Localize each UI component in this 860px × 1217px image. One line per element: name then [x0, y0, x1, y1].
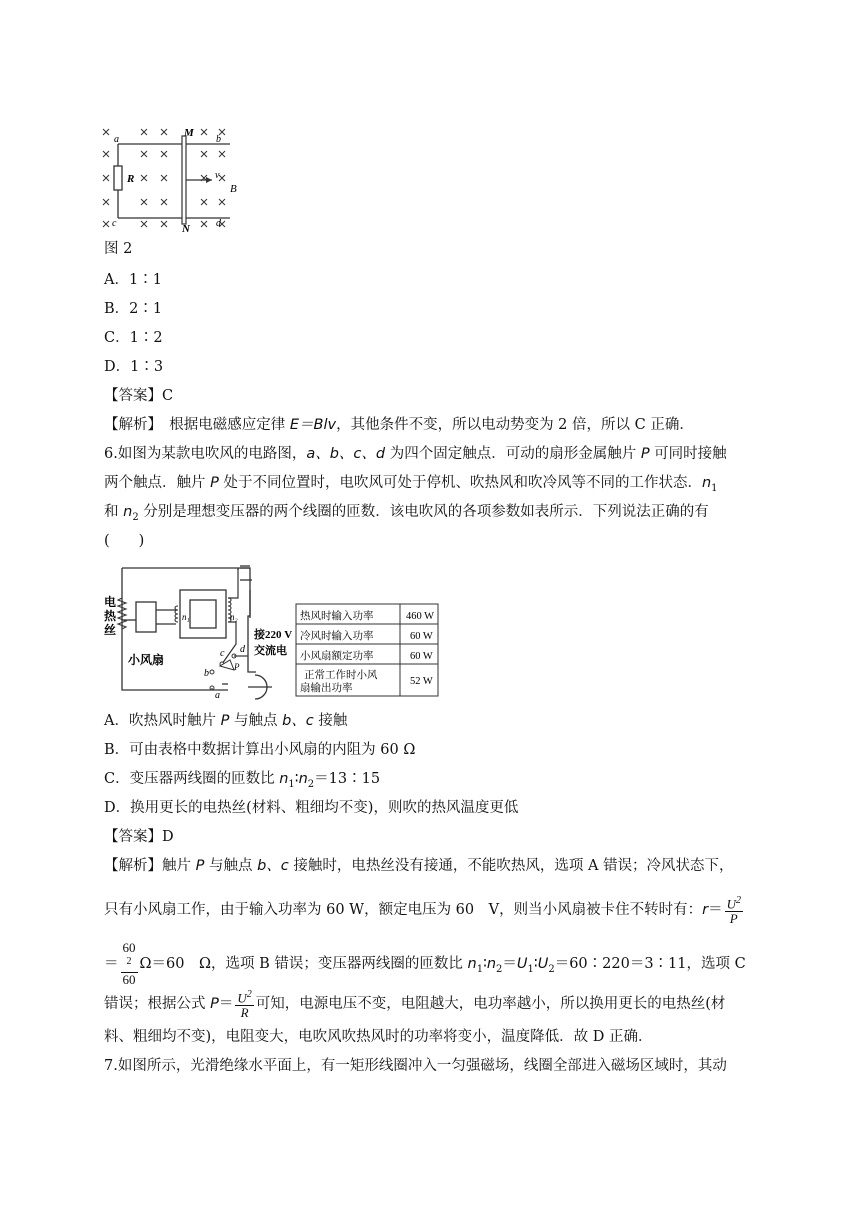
table-row4-label-l1: 正常工作时小风 — [304, 670, 378, 681]
stem-text: 两个触点．触片 — [104, 475, 211, 491]
fraction-u2-over-r — [235, 988, 253, 1020]
var-n: n — [123, 504, 133, 520]
rod-mn — [182, 136, 186, 224]
var-u: U — [516, 956, 528, 973]
label-a: a — [114, 134, 119, 145]
var-u: U — [237, 990, 247, 1006]
label-c: c — [112, 218, 117, 229]
table-row3-label: 小风扇额定功率 — [300, 651, 374, 662]
answer-value: D — [162, 829, 174, 845]
var-n: n — [298, 771, 308, 787]
var-n: n — [701, 475, 712, 491]
fan-label: 小风扇 — [128, 653, 165, 667]
contact-a: a — [215, 690, 220, 700]
q5-option-a: A．1∶1 — [104, 272, 162, 288]
field-cross — [201, 151, 207, 157]
equals: ＝ — [708, 902, 723, 919]
var-p: P — [220, 713, 230, 729]
table-row2-label: 冷风时输入功率 — [300, 631, 374, 642]
sup-2: 2 — [126, 956, 132, 967]
resistor-r — [114, 166, 122, 190]
q5-analysis — [104, 415, 694, 435]
var-u: U — [537, 956, 549, 973]
table-row3-value: 60 W — [410, 651, 433, 662]
contact-d: d — [240, 644, 245, 655]
equals: ＝ — [104, 956, 119, 973]
q6-analysis-line2 — [104, 894, 745, 926]
q5-option-c: C．1∶2 — [104, 330, 163, 346]
heater-label-2: 热 — [104, 609, 117, 623]
figure-caption: 图 2 — [104, 241, 133, 257]
field-cross — [219, 175, 225, 181]
sub-2: 2 — [496, 964, 503, 976]
table-row4-value: 52 W — [410, 676, 433, 687]
sub-1: 1 — [711, 482, 718, 494]
label-d: d — [216, 218, 221, 229]
supply-label-2: 交流电 — [254, 645, 287, 657]
option-text: ＝13∶15 — [314, 771, 381, 787]
field-cross — [141, 221, 147, 227]
numerator: 60 — [122, 940, 136, 955]
field-cross — [141, 199, 147, 205]
q6-stem-line3 — [104, 502, 709, 528]
primary-coil — [175, 606, 178, 622]
field-cross — [141, 175, 147, 181]
analysis-text: 【解析】触片 — [104, 858, 196, 874]
sup-2: 2 — [735, 895, 741, 906]
var-n: n — [467, 956, 477, 973]
field-cross — [103, 151, 109, 157]
equals: ＝ — [502, 956, 517, 973]
label-v: v — [215, 170, 220, 181]
analysis-text: 只有小风扇工作，由于输入功率为 60 W，额定电压为 60 V，则当小风扇被卡住不转时有： — [104, 902, 703, 919]
figure-hair-dryer-circuit — [100, 560, 445, 700]
option-text: A．吹热风时触片 — [104, 713, 221, 729]
option-text: 与触点 — [229, 713, 283, 729]
field-cross — [161, 221, 167, 227]
q6-stem-line2 — [104, 473, 718, 499]
field-cross — [103, 221, 109, 227]
field-cross — [161, 151, 167, 157]
sub-1: 1 — [288, 778, 295, 790]
supply-label-1: 接220 V — [254, 629, 293, 641]
var-p: P — [729, 911, 738, 927]
field-cross — [103, 129, 109, 135]
field-cross — [161, 175, 167, 181]
analysis-text: 根据电磁感应定律 — [154, 417, 290, 433]
label-R: R — [127, 173, 135, 185]
q6-option-a — [104, 711, 347, 731]
analysis-text: 可知，电源电压不变，电阻越大，电功率越小，所以换用更长的电热丝(材 — [255, 996, 726, 1013]
heater-label-3: 丝 — [104, 623, 117, 637]
sub-2: 2 — [132, 511, 139, 523]
label-B: B — [230, 183, 237, 195]
label-b: b — [216, 134, 221, 145]
option-text: ∶ — [294, 771, 299, 787]
var-u: U — [726, 896, 736, 912]
stem-vars: a、b、c、d — [306, 446, 386, 462]
var-p: P — [640, 446, 650, 462]
contact-c: c — [220, 648, 225, 659]
table-row1-value: 460 W — [406, 611, 435, 622]
analysis-text: 与触点 — [204, 858, 258, 874]
analysis-vars: b、c — [257, 858, 289, 874]
sup-2: 2 — [246, 989, 252, 1000]
var-n: n — [486, 956, 497, 973]
sub-2: 2 — [307, 778, 315, 790]
analysis-label: 【解析】 — [104, 417, 155, 433]
q5-option-d: D．1∶3 — [104, 359, 164, 375]
analysis-text: 接触时，电热丝没有接通，不能吹热风，选项 A 错误；冷风状态下， — [288, 858, 734, 874]
sub-1: 1 — [476, 964, 484, 976]
stem-text: 为四个固定触点．可动的扇形金属触片 — [385, 446, 641, 462]
contact-p — [220, 660, 234, 670]
field-cross — [161, 129, 167, 135]
heater-label-1: 电 — [104, 595, 117, 609]
field-cross — [161, 199, 167, 205]
sub-2: 2 — [548, 964, 555, 976]
field-cross — [201, 221, 207, 227]
stem-text: 可同时接触 — [649, 446, 727, 462]
q6-analysis-line5: 料、粗细均不变)，电阻变大，电吹风吹热风时的功率将变小，温度降低．故 D 正确． — [104, 1029, 653, 1045]
var-r-cap: R — [240, 1005, 249, 1021]
formula: E＝Blv — [289, 417, 337, 433]
q6-stem-line1 — [104, 444, 727, 464]
label-M: M — [184, 127, 194, 139]
n1-label: n₁ — [182, 612, 190, 622]
field-cross — [141, 129, 147, 135]
stem-text: 分别是理想变压器的两个线圈的匝数．该电吹风的各项参数如表所示．下列说法正确的有 — [138, 504, 709, 520]
ratio: ∶ — [483, 956, 487, 973]
q6-option-c — [104, 769, 380, 795]
field-cross — [219, 199, 225, 205]
fraction-60sq-over-60 — [121, 941, 138, 987]
field-cross — [201, 129, 207, 135]
n2-label: n₂ — [230, 612, 238, 622]
denominator: 60 — [122, 972, 136, 988]
var-p: P — [210, 475, 219, 491]
q7-stem-line1: 7.如图所示，光滑绝缘水平面上，有一矩形线圈冲入一匀强磁场，线圈全部进入磁场区域时，其动 — [104, 1058, 727, 1074]
field-cross — [219, 151, 225, 157]
answer-label: 【答案】 — [104, 388, 162, 404]
analysis-text: ，其他条件不变，所以电动势变为 2 倍，所以 C 正确． — [336, 417, 694, 433]
stem-text: 6.如图为某款电吹风的电路图， — [104, 446, 307, 462]
q5-option-b: B．2∶1 — [104, 301, 163, 317]
stem-text: 处于不同位置时，电吹风可处于停机、吹热风和吹冷风等不同的工作状态． — [218, 475, 702, 491]
equals: ＝ — [218, 996, 234, 1013]
label-N: N — [182, 223, 190, 234]
option-text: 接触 — [313, 713, 348, 729]
table-row1-label: 热风时输入功率 — [300, 611, 374, 622]
q6-analysis-line4 — [104, 988, 725, 1020]
circuit-wires — [122, 566, 272, 699]
field-cross — [201, 199, 207, 205]
option-vars: b、c — [282, 713, 314, 729]
figure-2-rail-circuit — [100, 124, 250, 234]
q6-analysis-line1 — [104, 856, 734, 876]
answer-value: C — [162, 388, 174, 404]
q6-bracket: ( ) — [104, 533, 145, 549]
contact-b: b — [204, 668, 209, 679]
table-row4-label-l2: 扇输出功率 — [300, 683, 353, 694]
q6-option-d: D．换用更长的电热丝(材料、粗细均不变)，则吹的热风温度更低 — [104, 800, 519, 816]
field-cross — [103, 175, 109, 181]
ratio: ∶ — [533, 956, 538, 973]
analysis-text: 错误；根据公式 — [104, 996, 211, 1013]
field-cross — [141, 151, 147, 157]
option-text: C．变压器两线圈的匝数比 — [104, 771, 280, 787]
sub-1: 1 — [527, 964, 534, 976]
table-row2-value: 60 W — [410, 631, 433, 642]
q5-answer — [104, 386, 173, 406]
var-n: n — [279, 771, 289, 787]
fraction-u2-over-p — [725, 894, 743, 926]
q6-option-b: B．可由表格中数据计算出小风扇的内阻为 60 Ω — [104, 742, 416, 758]
field-cross — [103, 199, 109, 205]
stem-text: 和 — [104, 504, 124, 520]
q6-answer — [104, 827, 174, 847]
var-p: P — [195, 858, 205, 874]
analysis-text: Ω＝60 Ω，选项 B 错误；变压器两线圈的匝数比 — [139, 956, 468, 973]
contact-p-label: P — [234, 662, 240, 672]
analysis-text: ＝60∶220＝3∶11，选项 C — [554, 956, 746, 973]
var-r: r — [702, 902, 709, 919]
q6-analysis-line3 — [104, 941, 746, 987]
var-p: P — [210, 996, 219, 1013]
answer-label: 【答案】 — [104, 829, 162, 845]
